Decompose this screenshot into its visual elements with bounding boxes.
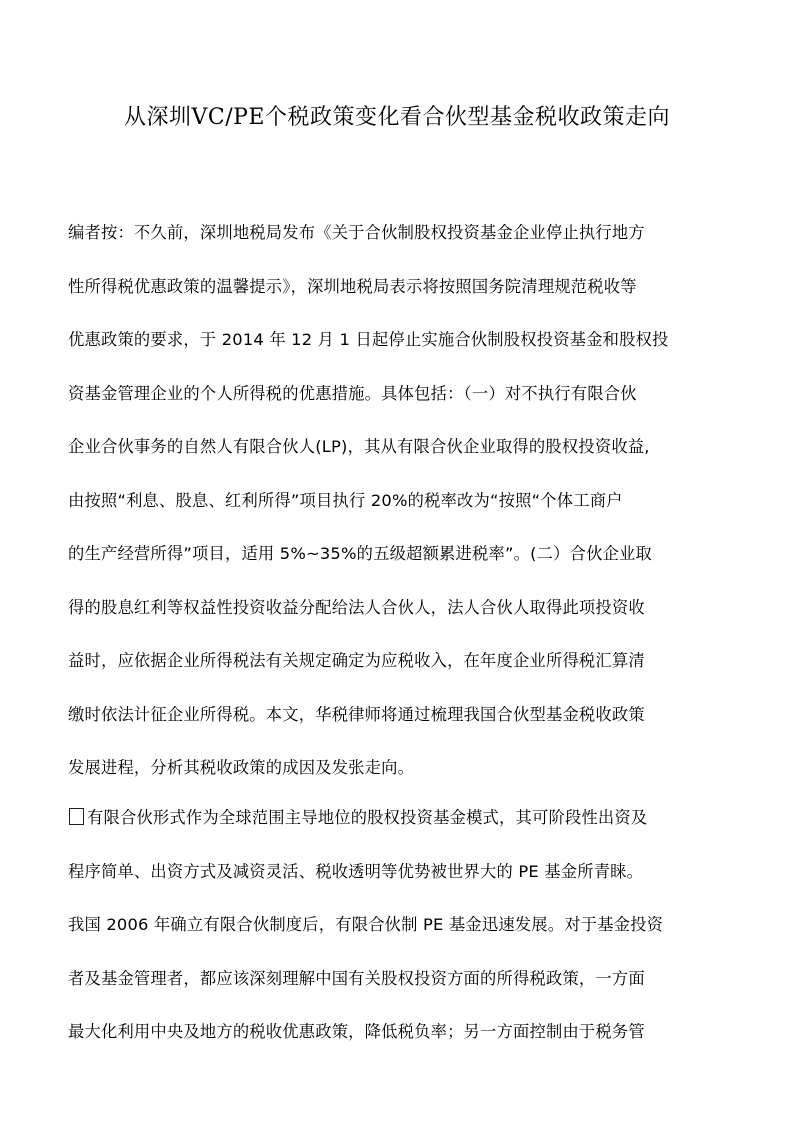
paragraph-line: 企业合伙事务的自然人有限合伙人(LP)，其从有限合伙企业取得的股权投资收益, (68, 437, 650, 456)
paragraph-line-text: 有限合伙形式作为全球范围主导地位的股权投资基金模式，其可阶段性出资及 (87, 808, 648, 827)
paragraph-line: 缴时依法计征企业所得税。本文，华税律师将通过梳理我国合伙型基金税收政策 (68, 704, 645, 724)
checkbox-glyph-icon (69, 808, 84, 825)
paragraph-line: 由按照“利息、股息、红利所得”项目执行 20%的税率改为“按照“个体工商户 (68, 490, 623, 510)
paragraph-line: 优惠政策的要求，于 2014 年 12 月 1 日起停止实施合伙制股权投资基金和股权投 (68, 330, 669, 349)
paragraph-line: 我国 2006 年确立有限合伙制度后，有限合伙制 PE 基金迅速发展。对于基金投资 (68, 915, 664, 934)
paragraph-line: 益时，应依据企业所得税法有关规定确定为应税收入，在年度企业所得税汇算清 (68, 651, 645, 670)
paragraph-line: 发展进程，分析其税收政策的成因及发张走向。 (68, 758, 415, 777)
document-title: 从深圳VC/PE个税政策变化看合伙型基金税收政策走向 (124, 105, 670, 130)
paragraph-line: 资基金管理企业的个人所得税的优惠措施。具体包括：（一）对不执行有限合伙 (68, 383, 637, 403)
document-body (68, 213, 748, 1066)
paragraph-line: 得的股息红利等权益性投资收益分配给法人合伙人，法人合伙人取得此项投资收 (68, 597, 645, 617)
paragraph-line: 性所得税优惠政策的温馨提示》，深圳地税局表示将按照国务院清理规范税收等 (68, 276, 637, 296)
paragraph-line: 者及基金管理者，都应该深刻理解中国有关股权投资方面的所得税政策，一方面 (68, 968, 645, 988)
paragraph-line: 的生产经营所得”项目，适用 5%~35%的五级超额累进税率”。(二）合伙企业取 (68, 544, 653, 563)
paragraph-line-with-checkbox (68, 798, 748, 852)
paragraph-line: 编者按：不久前，深圳地税局发布《关于合伙制股权投资基金企业停止执行地方 (68, 223, 645, 242)
paragraph-line: 程序简单、出资方式及减资灵活、税收透明等优势被世界大的 PE 基金所青睐。 (68, 861, 644, 881)
paragraph-line: 最大化利用中央及地方的税收优惠政策，降低税负率；另一方面控制由于税务管 (68, 1022, 645, 1041)
